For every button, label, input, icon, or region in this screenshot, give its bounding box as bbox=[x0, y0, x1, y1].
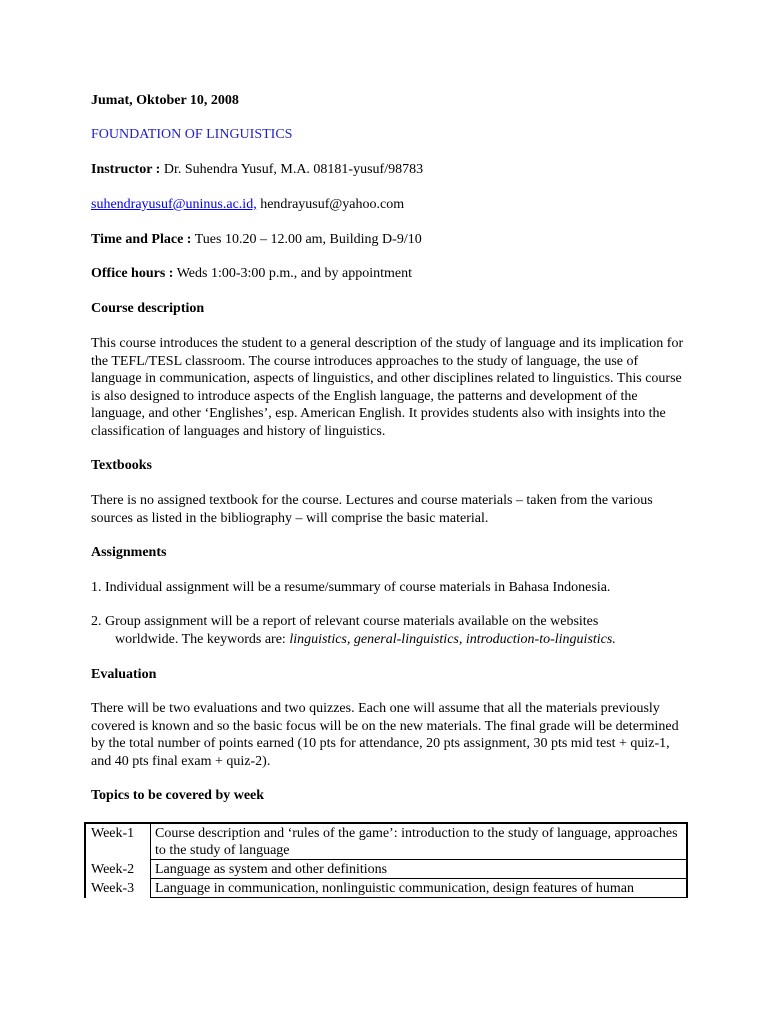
textbooks-body: There is no assigned textbook for the course. Lectures and course materials – taken from the various sources as listed in the bibliography – will comprise the basic material. bbox=[91, 493, 653, 526]
office-hours-label: Office hours : bbox=[91, 266, 174, 281]
email-line bbox=[91, 196, 691, 214]
week-topic: Language in communication, nonlinguistic communication, design features of human bbox=[151, 879, 688, 898]
assignment-keywords: linguistics, general-linguistics, introduction-to-linguistics. bbox=[289, 631, 616, 647]
evaluation-heading: Evaluation bbox=[91, 667, 157, 682]
office-hours-line bbox=[91, 265, 691, 283]
table-row bbox=[85, 860, 687, 879]
office-hours-value: Weds 1:00-3:00 p.m., and by appointment bbox=[176, 266, 412, 281]
time-place-value: Tues 10.20 – 12.00 am, Building D-9/10 bbox=[194, 232, 422, 247]
course-description-heading: Course description bbox=[91, 301, 205, 316]
instructor-value: Dr. Suhendra Yusuf, M.A. 08181-yusuf/98783 bbox=[163, 162, 424, 177]
assignment-keywords-prefix: worldwide. The keywords are: bbox=[115, 631, 286, 647]
topics-table bbox=[84, 822, 688, 898]
textbooks-heading: Textbooks bbox=[91, 458, 152, 473]
week-label: Week-1 bbox=[85, 823, 151, 860]
assignments-heading: Assignments bbox=[91, 545, 167, 560]
topics-heading: Topics to be covered by week bbox=[91, 788, 265, 803]
week-label: Week-2 bbox=[85, 860, 151, 879]
date-line: Jumat, Oktober 10, 2008 bbox=[91, 93, 239, 108]
assignment-item-2-line1: 2. Group assignment will be a report of relevant course materials available on the websites bbox=[91, 614, 599, 629]
table-row bbox=[85, 823, 687, 860]
assignment-item-1: 1. Individual assignment will be a resume/summary of course materials in Bahasa Indonesia. bbox=[91, 580, 611, 595]
secondary-email: hendrayusuf@yahoo.com bbox=[260, 197, 405, 212]
week-topic: Course description and ‘rules of the game’: introduction to the study of language, approaches to the study of language bbox=[151, 823, 688, 860]
time-place-line bbox=[91, 231, 691, 249]
instructor-line bbox=[91, 161, 691, 179]
week-topic: Language as system and other definitions bbox=[151, 860, 688, 879]
assignment-item-2 bbox=[91, 613, 691, 648]
instructor-label: Instructor : bbox=[91, 162, 161, 177]
table-row bbox=[85, 879, 687, 898]
assignment-item-2-line2 bbox=[91, 631, 691, 649]
course-title: FOUNDATION OF LINGUISTICS bbox=[91, 127, 293, 142]
week-label: Week-3 bbox=[85, 879, 151, 898]
primary-email-link[interactable]: suhendrayusuf@uninus.ac.id, bbox=[91, 197, 257, 212]
course-description-body: This course introduces the student to a general description of the study of language and its implication for the TEFL/TESL classroom. The course introduces approaches to the study of language, the use of language in communication, aspects of linguistics, and other disciplines related to linguistics. This course is also designed to introduce aspects of the English language, the patterns and development of the language, and other ‘Englishes’, esp. American English. It provides students also with insights into the classification of languages and history of linguistics. bbox=[91, 336, 684, 439]
time-place-label: Time and Place : bbox=[91, 232, 192, 247]
evaluation-body: There will be two evaluations and two quizzes. Each one will assume that all the materials previously covered is known and so the basic focus will be on the new materials. The final grade will be determined by the total number of points earned (10 pts for attendance, 20 pts assignment, 30 pts mid test + quiz-1, and 40 pts final exam + quiz-2). bbox=[91, 701, 679, 769]
